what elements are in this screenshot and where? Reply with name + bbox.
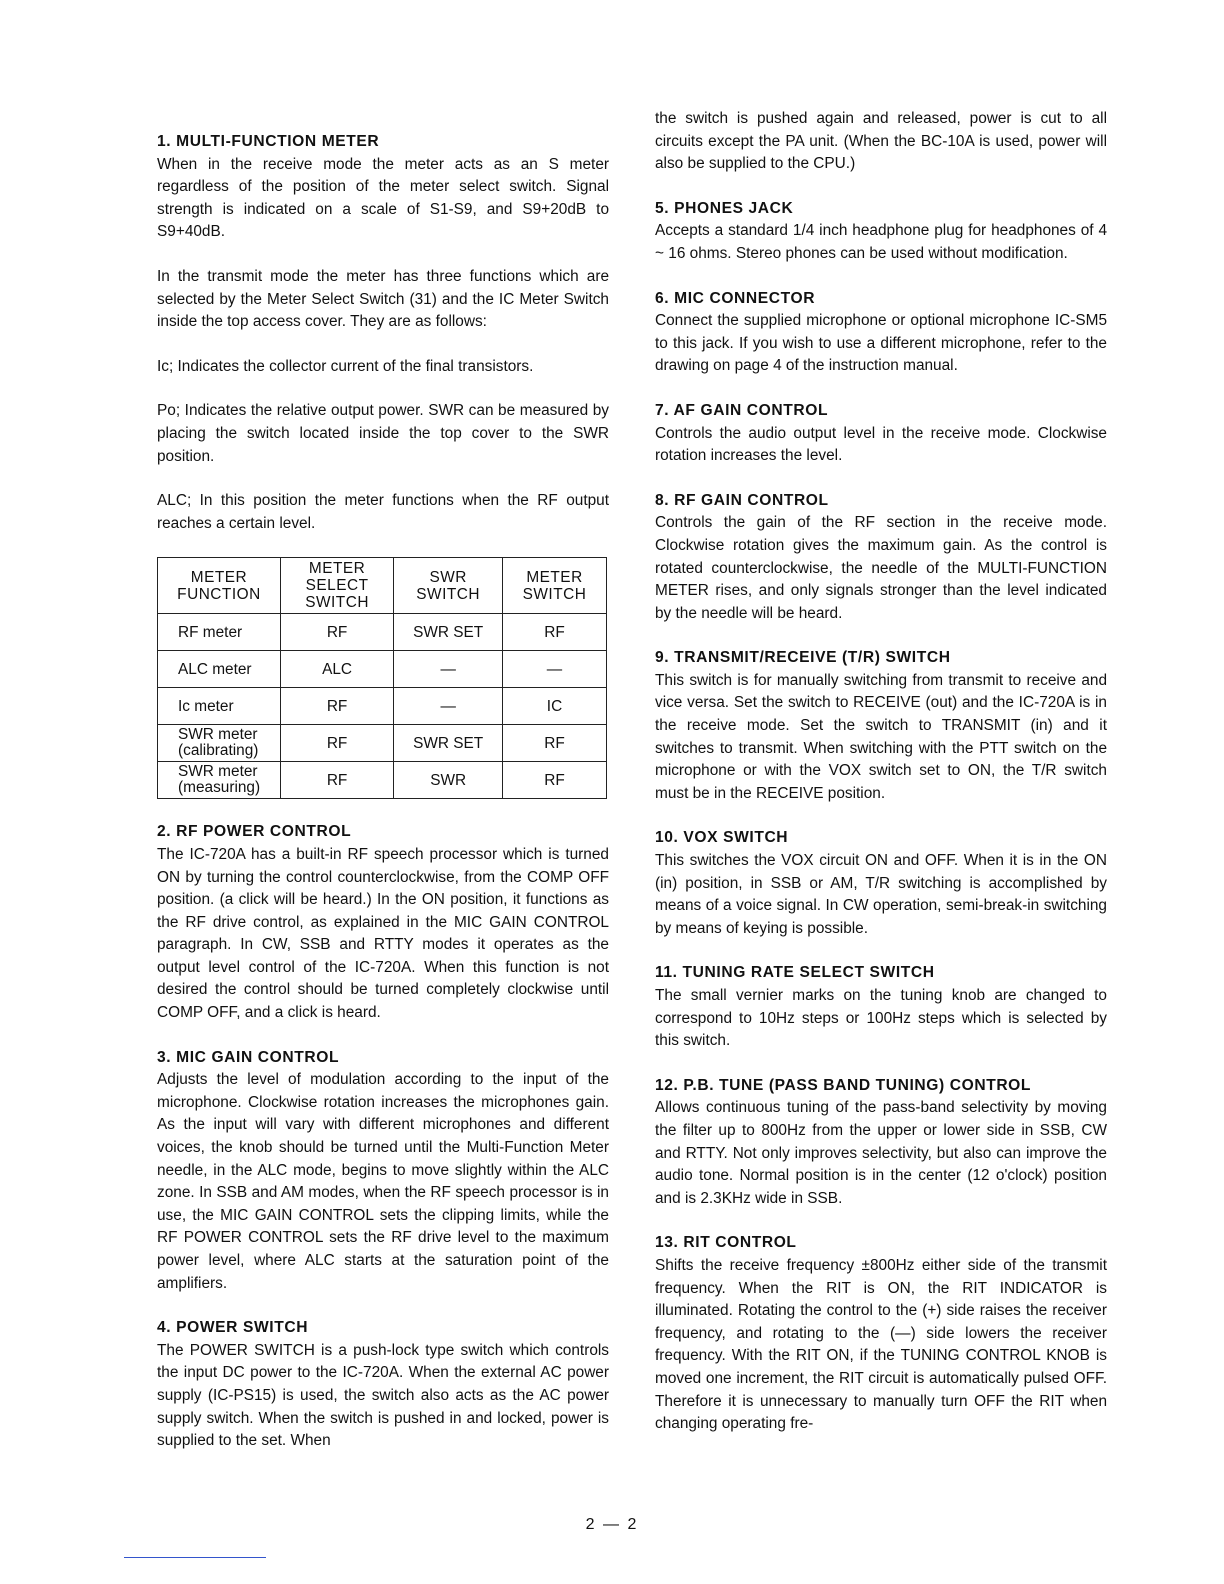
table-cell: SWR meter (measuring) xyxy=(158,762,281,799)
table-cell: RF xyxy=(280,688,393,725)
paragraph: Controls the gain of the RF section in the receive mode. Clockwise rotation gives the maximum gain. As the control is rotated counterclockwise, the needle of the MULTI-FUNCTION METER rises, and only signals stronger than the level indicated by the needle will be heard. xyxy=(655,514,1107,622)
table-cell: — xyxy=(503,651,607,688)
table-cell: ALC meter xyxy=(158,651,281,688)
table-row xyxy=(158,651,607,688)
table-cell: RF xyxy=(280,762,393,799)
section-power-switch xyxy=(157,1317,609,1453)
table-cell: SWR meter (calibrating) xyxy=(158,725,281,762)
paragraph: Controls the audio output level in the receive mode. Clockwise rotation increases the level. xyxy=(655,424,1107,465)
paragraph: The small vernier marks on the tuning knob are changed to correspond to 10Hz steps or 100Hz steps which is selected by this switch. xyxy=(655,987,1107,1050)
paragraph: This switches the VOX circuit ON and OFF. When it is in the ON (in) position, in SSB or AM, T/R switching is accomplished by means of a voice signal. In CW operation, semi-break-in switching by means of keying is possible. xyxy=(655,852,1107,937)
table-cell: — xyxy=(394,688,503,725)
table-row xyxy=(158,614,607,651)
section-heading: 13. RIT CONTROL xyxy=(655,1234,797,1252)
paragraph: This switch is for manually switching from transmit to receive and vice versa. Set the switch to RECEIVE (out) and the IC-720A is in the receive mode. Set the switch to TRANSMIT (in) and it switches to transmit. When switching with the PTT switch on the microphone or with the VOX switch set to ON, the T/R switch must be in the RECEIVE position. xyxy=(655,671,1107,802)
table-cell: RF meter xyxy=(158,614,281,651)
paragraph: Allows continuous tuning of the pass-band selectivity by moving the filter up to 800Hz from the upper or lower side in SSB, CW and RTTY. Not only improves selectivity, but also can improve the audio tone. Normal position is in the center (12 o'clock) position and is 2.3KHz wide in SSB. xyxy=(655,1099,1107,1207)
right-column xyxy=(655,108,1107,1458)
table-cell: IC xyxy=(503,688,607,725)
table-row xyxy=(158,688,607,725)
header-meter-function: METER FUNCTION xyxy=(158,558,281,614)
section-heading: 3. MIC GAIN CONTROL xyxy=(157,1048,340,1066)
paragraph: Connect the supplied microphone or optional microphone IC-SM5 to this jack. If you wish to use a different microphone, refer to the drawing on page 4 of the instruction manual. xyxy=(655,312,1107,375)
table-cell: RF xyxy=(503,725,607,762)
table-row xyxy=(158,725,607,762)
paragraph: the switch is pushed again and released, power is cut to all circuits except the PA unit. (When the BC-10A is used, power will also be supplied to the CPU.) xyxy=(655,110,1107,173)
section-transmit-receive-switch xyxy=(655,647,1107,805)
section-af-gain-control xyxy=(655,400,1107,468)
section-rit-control xyxy=(655,1232,1107,1435)
paragraph: ALC; In this position the meter functions when the RF output reaches a certain level. xyxy=(157,492,609,532)
section-heading: 8. RF GAIN CONTROL xyxy=(655,491,829,509)
section-heading: 2. RF POWER CONTROL xyxy=(157,823,352,841)
section-heading: 11. TUNING RATE SELECT SWITCH xyxy=(655,964,935,982)
paragraph: In the transmit mode the meter has three functions which are selected by the Meter Select Switch (31) and the IC Meter Switch inside the top access cover. They are as follows: xyxy=(157,267,609,331)
section-vox-switch xyxy=(655,827,1107,940)
section-multi-function-meter xyxy=(157,131,609,535)
table-cell: ALC xyxy=(280,651,393,688)
paragraph: Shifts the receive frequency ±800Hz either side of the transmit frequency. When the RIT is ON, the RIT INDICATOR is illuminated. Rotating the control to the (+) side raises the receiver frequency, and rotating to the (—) side lowers the receiver frequency. With the RIT ON, if the TUNING CONTROL KNOB is moved one increment, the RIT circuit is automatically pulsed OFF. Therefore it is unnecessary to manually turn OFF the RIT when changing operating fre- xyxy=(655,1256,1107,1433)
section-heading: 10. VOX SWITCH xyxy=(655,829,789,847)
table-cell: RF xyxy=(280,725,393,762)
table-cell: SWR SET xyxy=(394,725,503,762)
section-heading: 4. POWER SWITCH xyxy=(157,1319,309,1337)
table-cell: SWR SET xyxy=(394,614,503,651)
section-rf-power-control xyxy=(157,821,609,1024)
table-cell: RF xyxy=(503,614,607,651)
section-power-switch-continued xyxy=(655,108,1107,176)
section-pb-tune-control xyxy=(655,1075,1107,1211)
section-heading: 1. MULTI-FUNCTION METER xyxy=(157,133,380,150)
section-tuning-rate-select-switch xyxy=(655,962,1107,1052)
paragraph: The IC-720A has a built-in RF speech processor which is turned ON by turning the control counterclockwise, from the COMP OFF position. (a click will be heard.) In the ON position, it functions as the RF drive control, as explained in the MIC GAIN CONTROL paragraph. In CW, SSB and RTTY modes it operates as the output level control of the IC-720A. When this function is not desired the control should be turned completely clockwise until COMP OFF, and a click is heard. xyxy=(157,845,609,1022)
page-number: 2 — 2 xyxy=(585,1516,639,1533)
section-heading: 12. P.B. TUNE (PASS BAND TUNING) CONTROL xyxy=(655,1076,1032,1094)
section-mic-gain-control xyxy=(157,1047,609,1296)
table-cell: Ic meter xyxy=(158,688,281,725)
table-cell: — xyxy=(394,651,503,688)
paragraph: Accepts a standard 1/4 inch headphone plug for headphones of 4 ~ 16 ohms. Stereo phones can be used without modification. xyxy=(655,222,1107,262)
left-column xyxy=(157,131,609,1475)
header-meter-select-switch: METER SELECT SWITCH xyxy=(280,558,393,614)
paragraph: Ic; Indicates the collector current of the final transistors. xyxy=(157,357,534,375)
section-heading: 7. AF GAIN CONTROL xyxy=(655,401,829,419)
section-heading: 9. TRANSMIT/RECEIVE (T/R) SWITCH xyxy=(655,649,951,667)
meter-switch-table xyxy=(157,557,607,799)
header-meter-switch: METER SWITCH xyxy=(503,558,607,614)
footer-rule xyxy=(124,1557,266,1558)
table-row xyxy=(158,762,607,799)
section-rf-gain-control xyxy=(655,490,1107,626)
header-swr-switch: SWR SWITCH xyxy=(394,558,503,614)
section-heading: 5. PHONES JACK xyxy=(655,199,794,217)
table-cell: RF xyxy=(503,762,607,799)
paragraph: When in the receive mode the meter acts as an S meter regardless of the position of the meter select switch. Signal strength is indicated on a scale of S1-S9, and S9+20dB to S9+40dB. xyxy=(157,155,609,241)
table-cell: SWR xyxy=(394,762,503,799)
section-phones-jack xyxy=(655,198,1107,266)
section-mic-connector xyxy=(655,288,1107,378)
table-header-row xyxy=(158,558,607,614)
paragraph: Adjusts the level of modulation according to the input of the microphone. Clockwise rotation increases the microphones gain. As the input will vary with different microphones and different voices, the knob should be turned until the Multi-Function Meter needle, in the ALC mode, begins to move slightly within the ALC zone. In SSB and AM modes, when the RF speech processor is in use, the MIC GAIN CONTROL sets the clipping limits, while the RF POWER CONTROL sets the RF drive level to the maximum power level, where ALC starts at the saturation point of the amplifiers. xyxy=(157,1071,609,1292)
paragraph: The POWER SWITCH is a push-lock type switch which controls the input DC power to the IC-720A. When the external AC power supply (IC-PS15) is used, the switch also acts as the AC power supply switch. When the switch is pushed in and locked, power is supplied to the set. When xyxy=(157,1341,609,1450)
section-heading: 6. MIC CONNECTOR xyxy=(655,289,816,307)
table-cell: RF xyxy=(280,614,393,651)
paragraph: Po; Indicates the relative output power. SWR can be measured by placing the switch located inside the top cover to the SWR position. xyxy=(157,402,609,465)
